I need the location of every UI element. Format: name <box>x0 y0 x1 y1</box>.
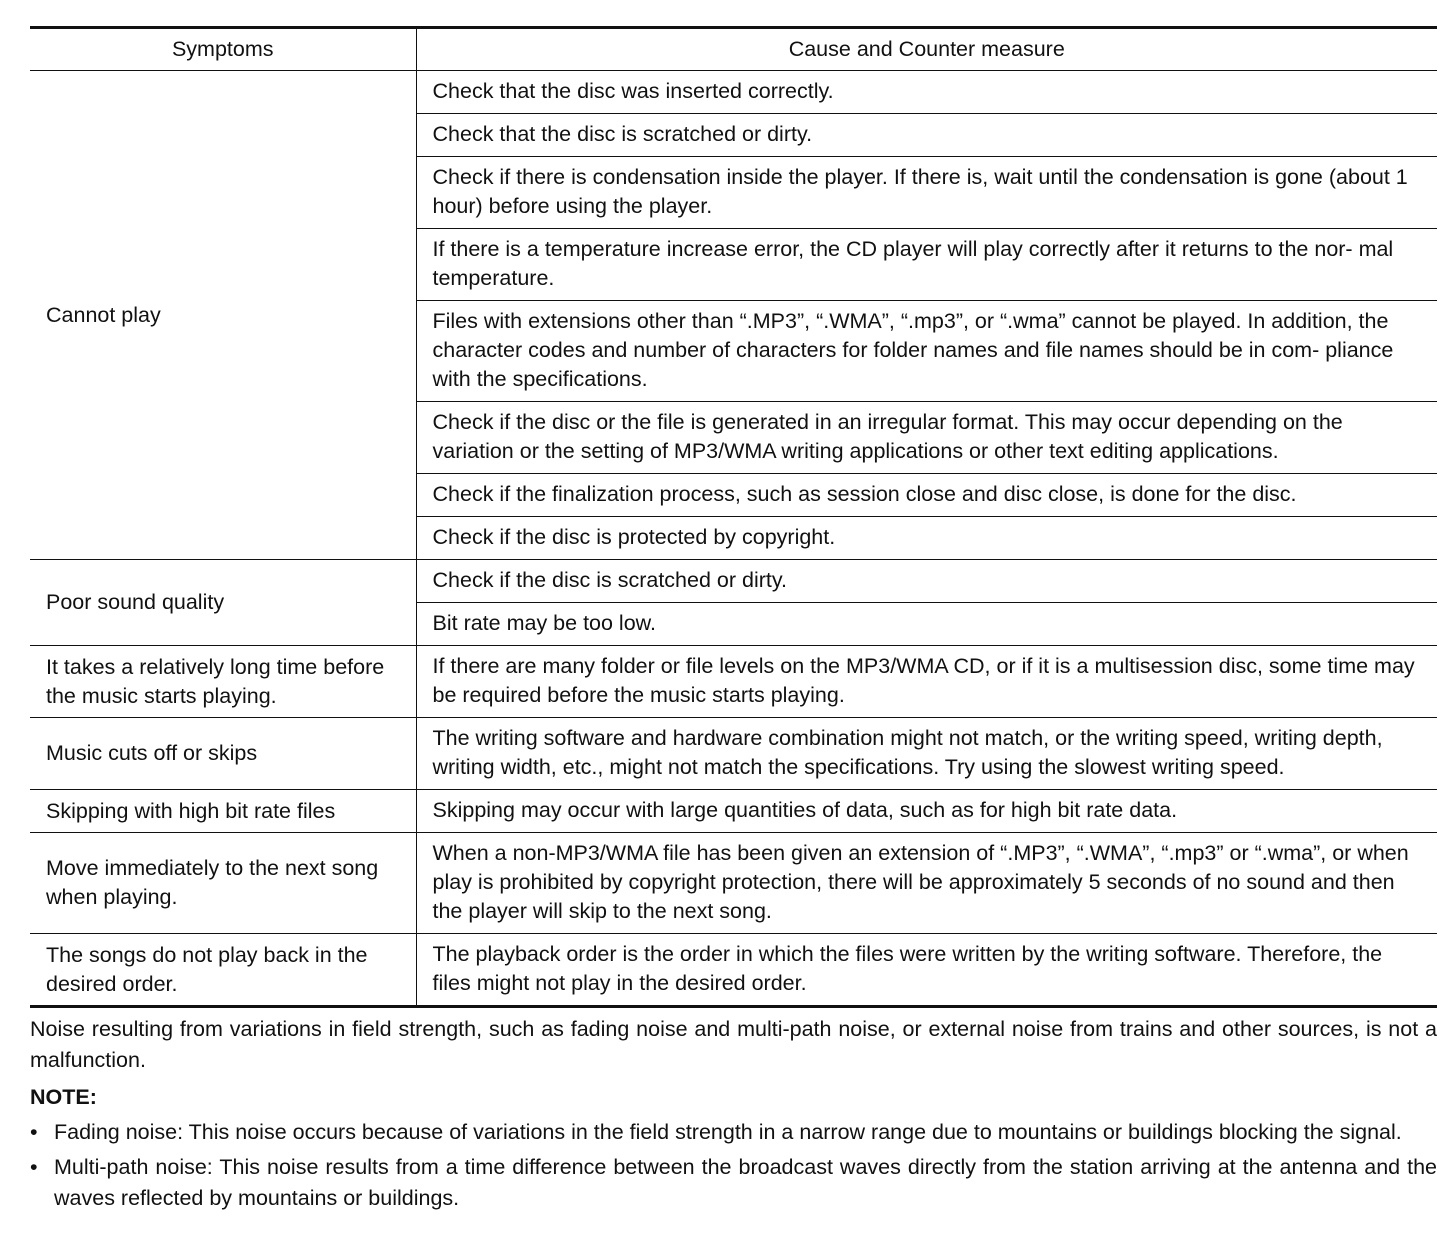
table-row <box>30 718 1437 790</box>
symptom-cell: Poor sound quality <box>30 560 416 646</box>
bullet-icon: • <box>30 1155 38 1179</box>
cause-cell: Skipping may occur with large quantities of data, such as for high bit rate data. <box>416 790 1437 833</box>
cause-cell: Check that the disc was inserted correctly. <box>416 71 1437 114</box>
cause-cell: Check if the disc is scratched or dirty. <box>416 560 1437 603</box>
note-bullet-item <box>30 1152 1437 1214</box>
cause-cell: If there are many folder or file levels on the MP3/WMA CD, or if it is a multisession disc, some time may be required before the music starts playing. <box>416 646 1437 718</box>
cause-cell: Check if the disc is protected by copyright. <box>416 517 1437 560</box>
bullet-icon: • <box>30 1120 38 1144</box>
symptom-cell: Music cuts off or skips <box>30 718 416 790</box>
cause-cell: Check if there is condensation inside the player. If there is, wait until the condensation is gone (about 1 hour) before using the player. <box>416 157 1437 229</box>
document <box>30 26 1437 1218</box>
note-title: NOTE: <box>30 1085 97 1109</box>
troubleshooting-table <box>30 26 1437 1008</box>
table-row <box>30 646 1437 718</box>
cause-cell: The writing software and hardware combination might not match, or the writing speed, writing depth, writing width, etc., might not match the specifications. Try using the slowest writing speed. <box>416 718 1437 790</box>
symptom-cell: Skipping with high bit rate files <box>30 790 416 833</box>
cause-cell: Check if the finalization process, such as session close and disc close, is done for the disc. <box>416 474 1437 517</box>
symptom-cell: Move immediately to the next song when playing. <box>30 833 416 934</box>
note-bullet-text: Multi-path noise: This noise results from a time difference between the broadcast waves directly from the station arriving at the antenna and the waves reflected by mountains or buildings. <box>54 1155 1437 1210</box>
cause-cell: When a non-MP3/WMA file has been given an extension of “.MP3”, “.WMA”, “.mp3” or “.wma”, or when play is prohibited by copyright protection, there will be approximately 5 seconds of no sound and then the player will skip to the next song. <box>416 833 1437 934</box>
cause-cell: If there is a temperature increase error, the CD player will play correctly after it returns to the nor- mal temperature. <box>416 229 1437 301</box>
symptom-cell: Cannot play <box>30 71 416 560</box>
table-row <box>30 934 1437 1007</box>
symptom-cell: It takes a relatively long time before the music starts playing. <box>30 646 416 718</box>
cause-cell: The playback order is the order in which the files were written by the writing software. Therefore, the files might not play in the desired order. <box>416 934 1437 1007</box>
header-cause: Cause and Counter measure <box>416 28 1437 71</box>
header-symptoms: Symptoms <box>30 28 416 71</box>
cause-cell: Files with extensions other than “.MP3”, “.WMA”, “.mp3”, or “.wma” cannot be played. In addition, the character codes and number of characters for folder names and file names should be in com- pliance with the specifications. <box>416 301 1437 402</box>
note-bullet-item <box>30 1117 1437 1148</box>
table-body <box>30 71 1437 1007</box>
cause-cell: Check that the disc is scratched or dirty. <box>416 114 1437 157</box>
note-list <box>30 1117 1437 1214</box>
symptom-cell: The songs do not play back in the desired order. <box>30 934 416 1007</box>
cause-cell: Check if the disc or the file is generated in an irregular format. This may occur depending on the variation or the setting of MP3/WMA writing applications or other text editing applications. <box>416 402 1437 474</box>
note-bullet-text: Fading noise: This noise occurs because of variations in the field strength in a narrow range due to mountains or buildings blocking the signal. <box>54 1120 1402 1144</box>
noise-paragraph: Noise resulting from variations in field strength, such as fading noise and multi-path noise, or external noise from trains and other sources, is not a malfunction. <box>30 1017 1437 1072</box>
table-row <box>30 790 1437 833</box>
cause-cell: Bit rate may be too low. <box>416 603 1437 646</box>
table-row <box>30 560 1437 603</box>
table-row <box>30 833 1437 934</box>
table-header-row <box>30 28 1437 71</box>
table-row <box>30 71 1437 114</box>
